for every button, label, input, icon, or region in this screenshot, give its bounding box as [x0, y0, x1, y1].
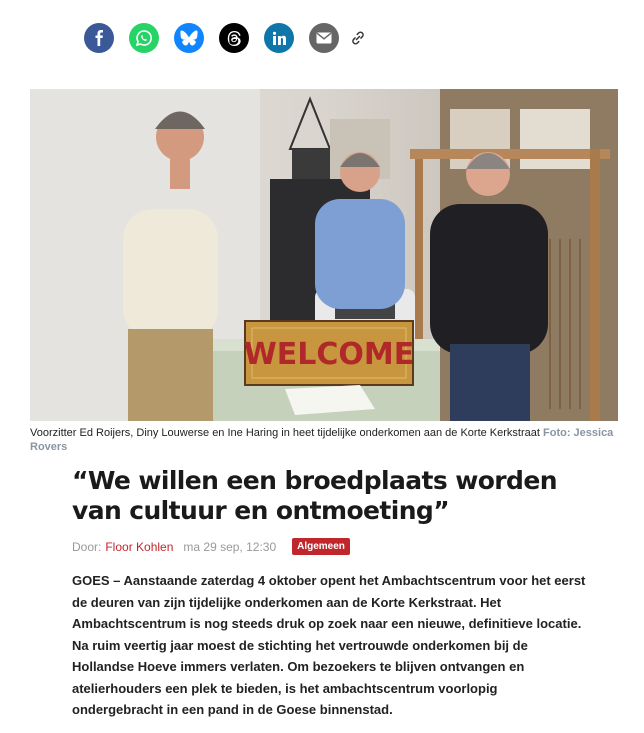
caption-text: Voorzitter Ed Roijers, Diny Louwerse en Ine Haring in heet tijdelijke onderkomen aan de Korte Kerkstraat	[30, 427, 540, 439]
category-badge[interactable]: Algemeen	[292, 538, 350, 555]
welcome-sign-text: WELCOME	[243, 337, 415, 372]
facebook-icon	[92, 30, 106, 46]
article-meta	[72, 538, 350, 555]
threads-icon	[226, 30, 242, 46]
article-body: GOES – Aanstaande zaterdag 4 oktober opent het Ambachtscentrum voor het eerst de deuren van zijn tijdelijke onderkomen aan de Korte Kerkstraat. Het Ambachtscentrum is nog steeds druk op zoek naar een nieuwe, definitieve locatie. Na ruim veertig jaar moest de stichting het vertrouwde onderkomen bij de Hollandse Hoeve immers verlaten. Om bezoekers te blijven ontvangen en atelierhouders een plek te bieden, is het ambachtscentrum voorlopig ondergebracht in een pand in de Goese binnenstad.	[72, 573, 586, 717]
facebook-share-button[interactable]	[84, 23, 114, 53]
linkedin-share-button[interactable]	[264, 23, 294, 53]
whatsapp-share-button[interactable]	[129, 23, 159, 53]
email-share-button[interactable]	[309, 23, 339, 53]
article-photo	[30, 89, 618, 421]
author-prefix: Door:	[72, 539, 102, 554]
copy-link-button[interactable]	[348, 28, 368, 48]
threads-share-button[interactable]	[219, 23, 249, 53]
linkedin-icon	[272, 31, 287, 46]
bluesky-share-button[interactable]	[174, 23, 204, 53]
photo-caption	[30, 426, 618, 454]
share-bar	[84, 23, 368, 53]
publish-date: ma 29 sep, 12:30	[183, 539, 277, 554]
whatsapp-icon	[135, 29, 153, 47]
email-icon	[316, 32, 332, 44]
photo-credit: Foto: Jessica Rovers	[30, 427, 614, 453]
link-icon	[350, 30, 366, 46]
photo-illustration	[30, 89, 618, 421]
article-headline: “We willen een broedplaats worden van cultuur en ontmoeting”	[72, 466, 557, 525]
author-link[interactable]: Floor Kohlen	[105, 539, 174, 554]
bluesky-icon	[180, 30, 198, 46]
